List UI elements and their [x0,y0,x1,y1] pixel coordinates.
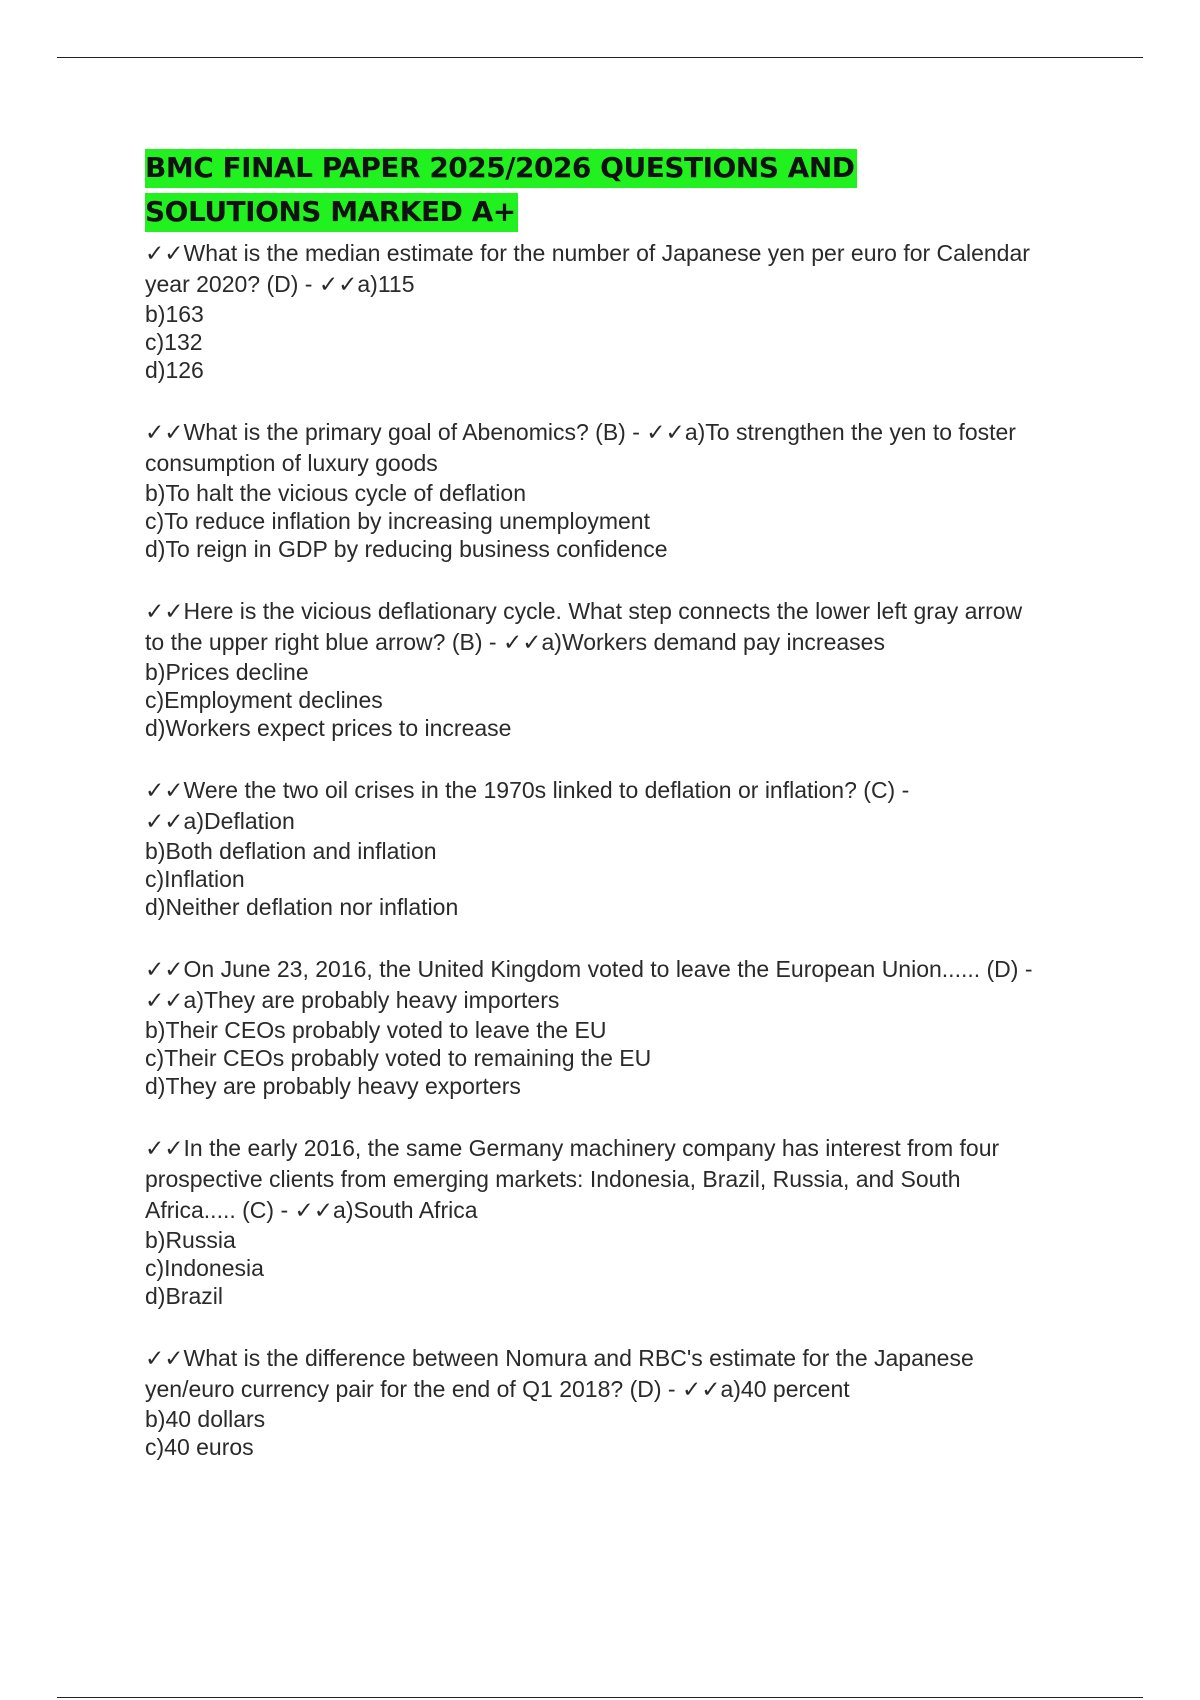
question-text [145,1133,1085,1226]
question-block [145,596,1085,742]
answer-option: c)Inflation [145,866,245,892]
answer-option: d)They are probably heavy exporters [145,1073,521,1099]
question-line: ✓✓What is the difference between Nomura and RBC's estimate for the Japanese [145,1345,974,1371]
question-block [145,1343,1085,1461]
question-line: ✓✓Here is the vicious deflationary cycle. What step connects the lower left gray arrow [145,598,1023,624]
answer-option: d)To reign in GDP by reducing business confidence [145,536,668,562]
document-title [145,146,905,234]
answer-option: c)132 [145,329,203,355]
question-line: ✓✓What is the primary goal of Abenomics? (B) - ✓✓a)To strengthen the yen to foster [145,419,1016,445]
answer-option: b)To halt the vicious cycle of deflation [145,480,526,506]
question-line: Africa..... (C) - ✓✓a)South Africa [145,1197,478,1223]
answer-option: b)163 [145,301,204,327]
question-text [145,417,1085,479]
question-block [145,238,1085,384]
answer-option: b)Prices decline [145,659,309,685]
question-block [145,417,1085,563]
answer-option: b)40 dollars [145,1406,266,1432]
question-text [145,1343,1085,1405]
title-highlight: BMC FINAL PAPER 2025/2026 QUESTIONS AND SOLUTIONS MARKED A+ [145,149,857,232]
answer-option: c)Indonesia [145,1255,264,1281]
question-line: ✓✓Were the two oil crises in the 1970s linked to deflation or inflation? (C) - [145,777,910,803]
question-line: ✓✓On June 23, 2016, the United Kingdom voted to leave the European Union...... (D) - [145,956,1033,982]
question-text [145,954,1085,1016]
answer-option: c)Their CEOs probably voted to remaining the EU [145,1045,652,1071]
question-line: ✓✓a)Deflation [145,808,295,834]
question-text [145,238,1085,300]
answer-option: b)Their CEOs probably voted to leave the EU [145,1017,607,1043]
answer-option: d)126 [145,357,204,383]
answer-option: c)Employment declines [145,687,383,713]
answer-option: d)Neither deflation nor inflation [145,894,459,920]
question-line: year 2020? (D) - ✓✓a)115 [145,271,415,297]
footer-rule [57,1697,1143,1698]
answer-option: c)40 euros [145,1434,254,1460]
answer-option: b)Both deflation and inflation [145,838,437,864]
question-text [145,775,1085,837]
question-line: ✓✓What is the median estimate for the number of Japanese yen per euro for Calendar [145,240,1030,266]
question-text [145,596,1085,658]
document-body [145,146,1085,1494]
question-line: to the upper right blue arrow? (B) - ✓✓a)Workers demand pay increases [145,629,885,655]
question-line: ✓✓In the early 2016, the same Germany machinery company has interest from four [145,1135,1000,1161]
header-rule [57,57,1143,58]
question-line: ✓✓a)They are probably heavy importers [145,987,560,1013]
answer-option: d)Brazil [145,1283,223,1309]
question-block [145,775,1085,921]
question-line: yen/euro currency pair for the end of Q1 2018? (D) - ✓✓a)40 percent [145,1376,850,1402]
answer-option: b)Russia [145,1227,236,1253]
question-block [145,954,1085,1100]
question-line: prospective clients from emerging markets: Indonesia, Brazil, Russia, and South [145,1166,961,1192]
answer-option: d)Workers expect prices to increase [145,715,512,741]
question-line: consumption of luxury goods [145,450,438,476]
question-block [145,1133,1085,1310]
answer-option: c)To reduce inflation by increasing unemployment [145,508,650,534]
